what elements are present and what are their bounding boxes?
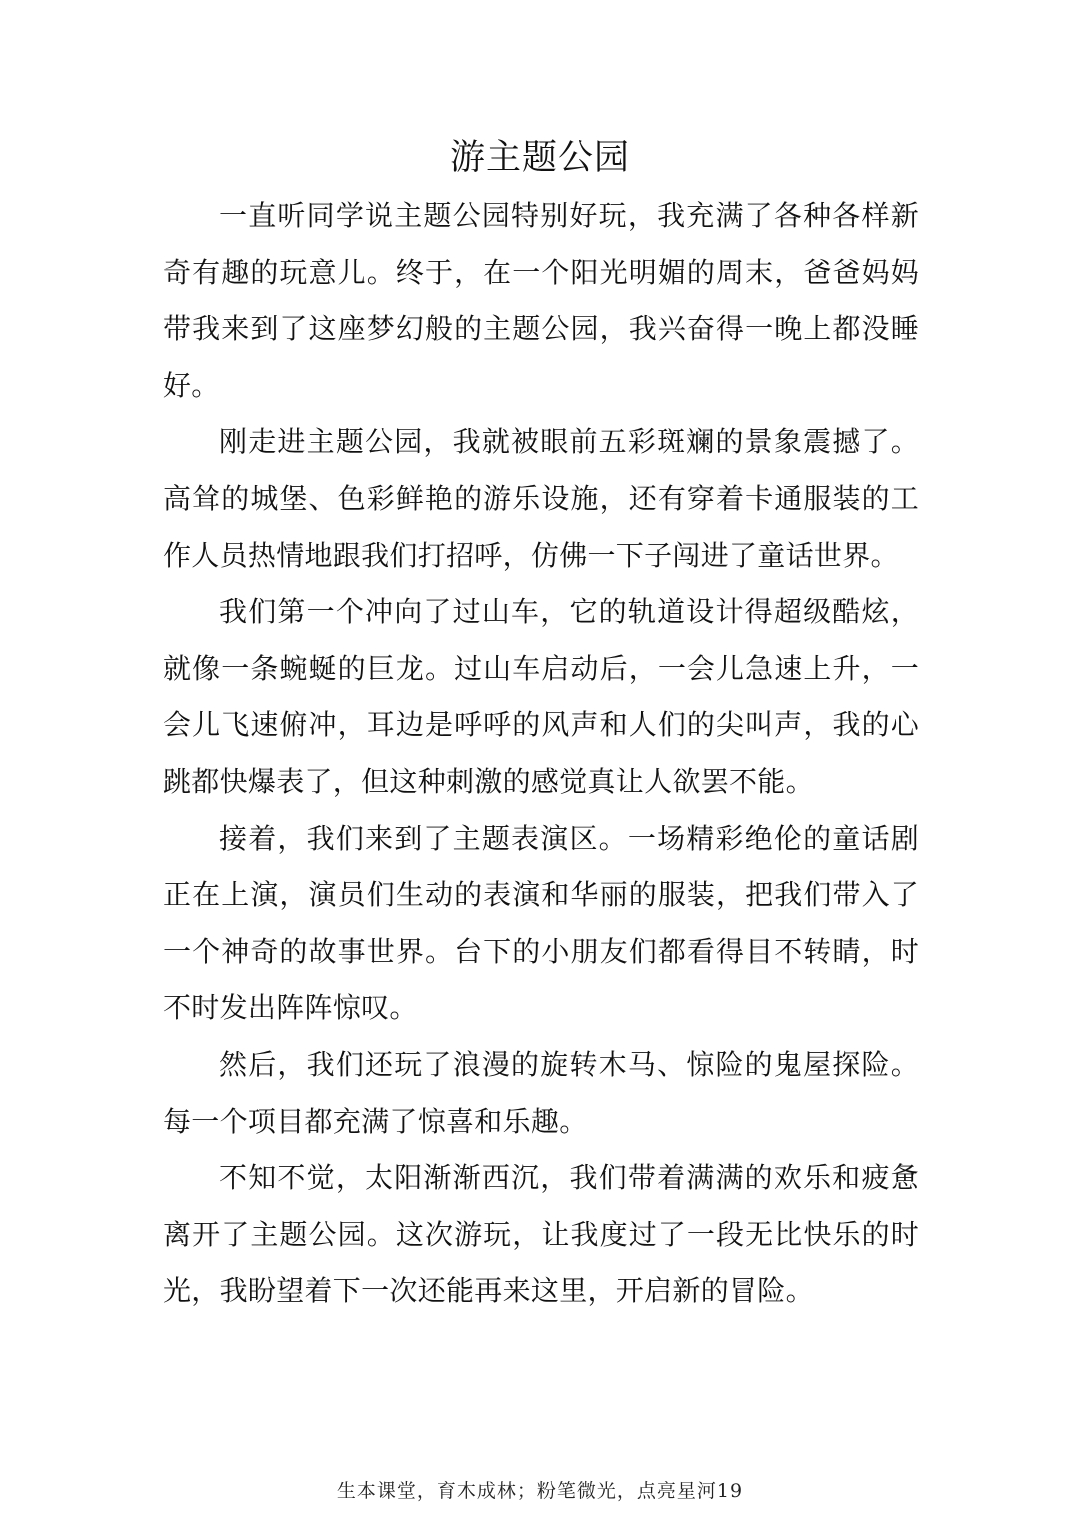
paragraph-3: 我们第一个冲向了过山车，它的轨道设计得超级酷炫，就像一条蜿蜒的巨龙。过山车启动后，一会儿急速上升，一会儿飞速俯冲，耳边是呼呼的风声和人们的尖叫声，我的心跳都快爆表了，但这种刺激的感觉真让人欲罢不能。 xyxy=(163,595,919,798)
paragraph-2: 刚走进主题公园，我就被眼前五彩斑斓的景象震撼了。高耸的城堡、色彩鲜艳的游乐设施，还有穿着卡通服装的工作人员热情地跟我们打招呼，仿佛一下子闯进了童话世界。 xyxy=(163,425,919,572)
paragraph-6: 不知不觉，太阳渐渐西沉，我们带着满满的欢乐和疲惫离开了主题公园。这次游玩，让我度过了一段无比快乐的时光，我盼望着下一次还能再来这里，开启新的冒险。 xyxy=(163,1161,919,1308)
essay-title: 游主题公园 xyxy=(449,138,630,178)
paragraph-5: 然后，我们还玩了浪漫的旋转木马、惊险的鬼屋探险。每一个项目都充满了惊喜和乐趣。 xyxy=(163,1047,919,1138)
essay-body xyxy=(163,188,919,1320)
paragraph-4: 接着，我们来到了主题表演区。一场精彩绝伦的童话剧正在上演，演员们生动的表演和华丽的服装，把我们带入了一个神奇的故事世界。台下的小朋友们都看得目不转睛，时不时发出阵阵惊叹。 xyxy=(163,821,919,1025)
page-footer: 生本课堂，育木成林；粉笔微光，点亮星河19 xyxy=(336,1480,744,1502)
paragraph-1: 一直听同学说主题公园特别好玩，我充满了各种各样新奇有趣的玩意儿。终于，在一个阳光明媚的周末，爸爸妈妈带我来到了这座梦幻般的主题公园，我兴奋得一晚上都没睡好。 xyxy=(163,199,919,402)
